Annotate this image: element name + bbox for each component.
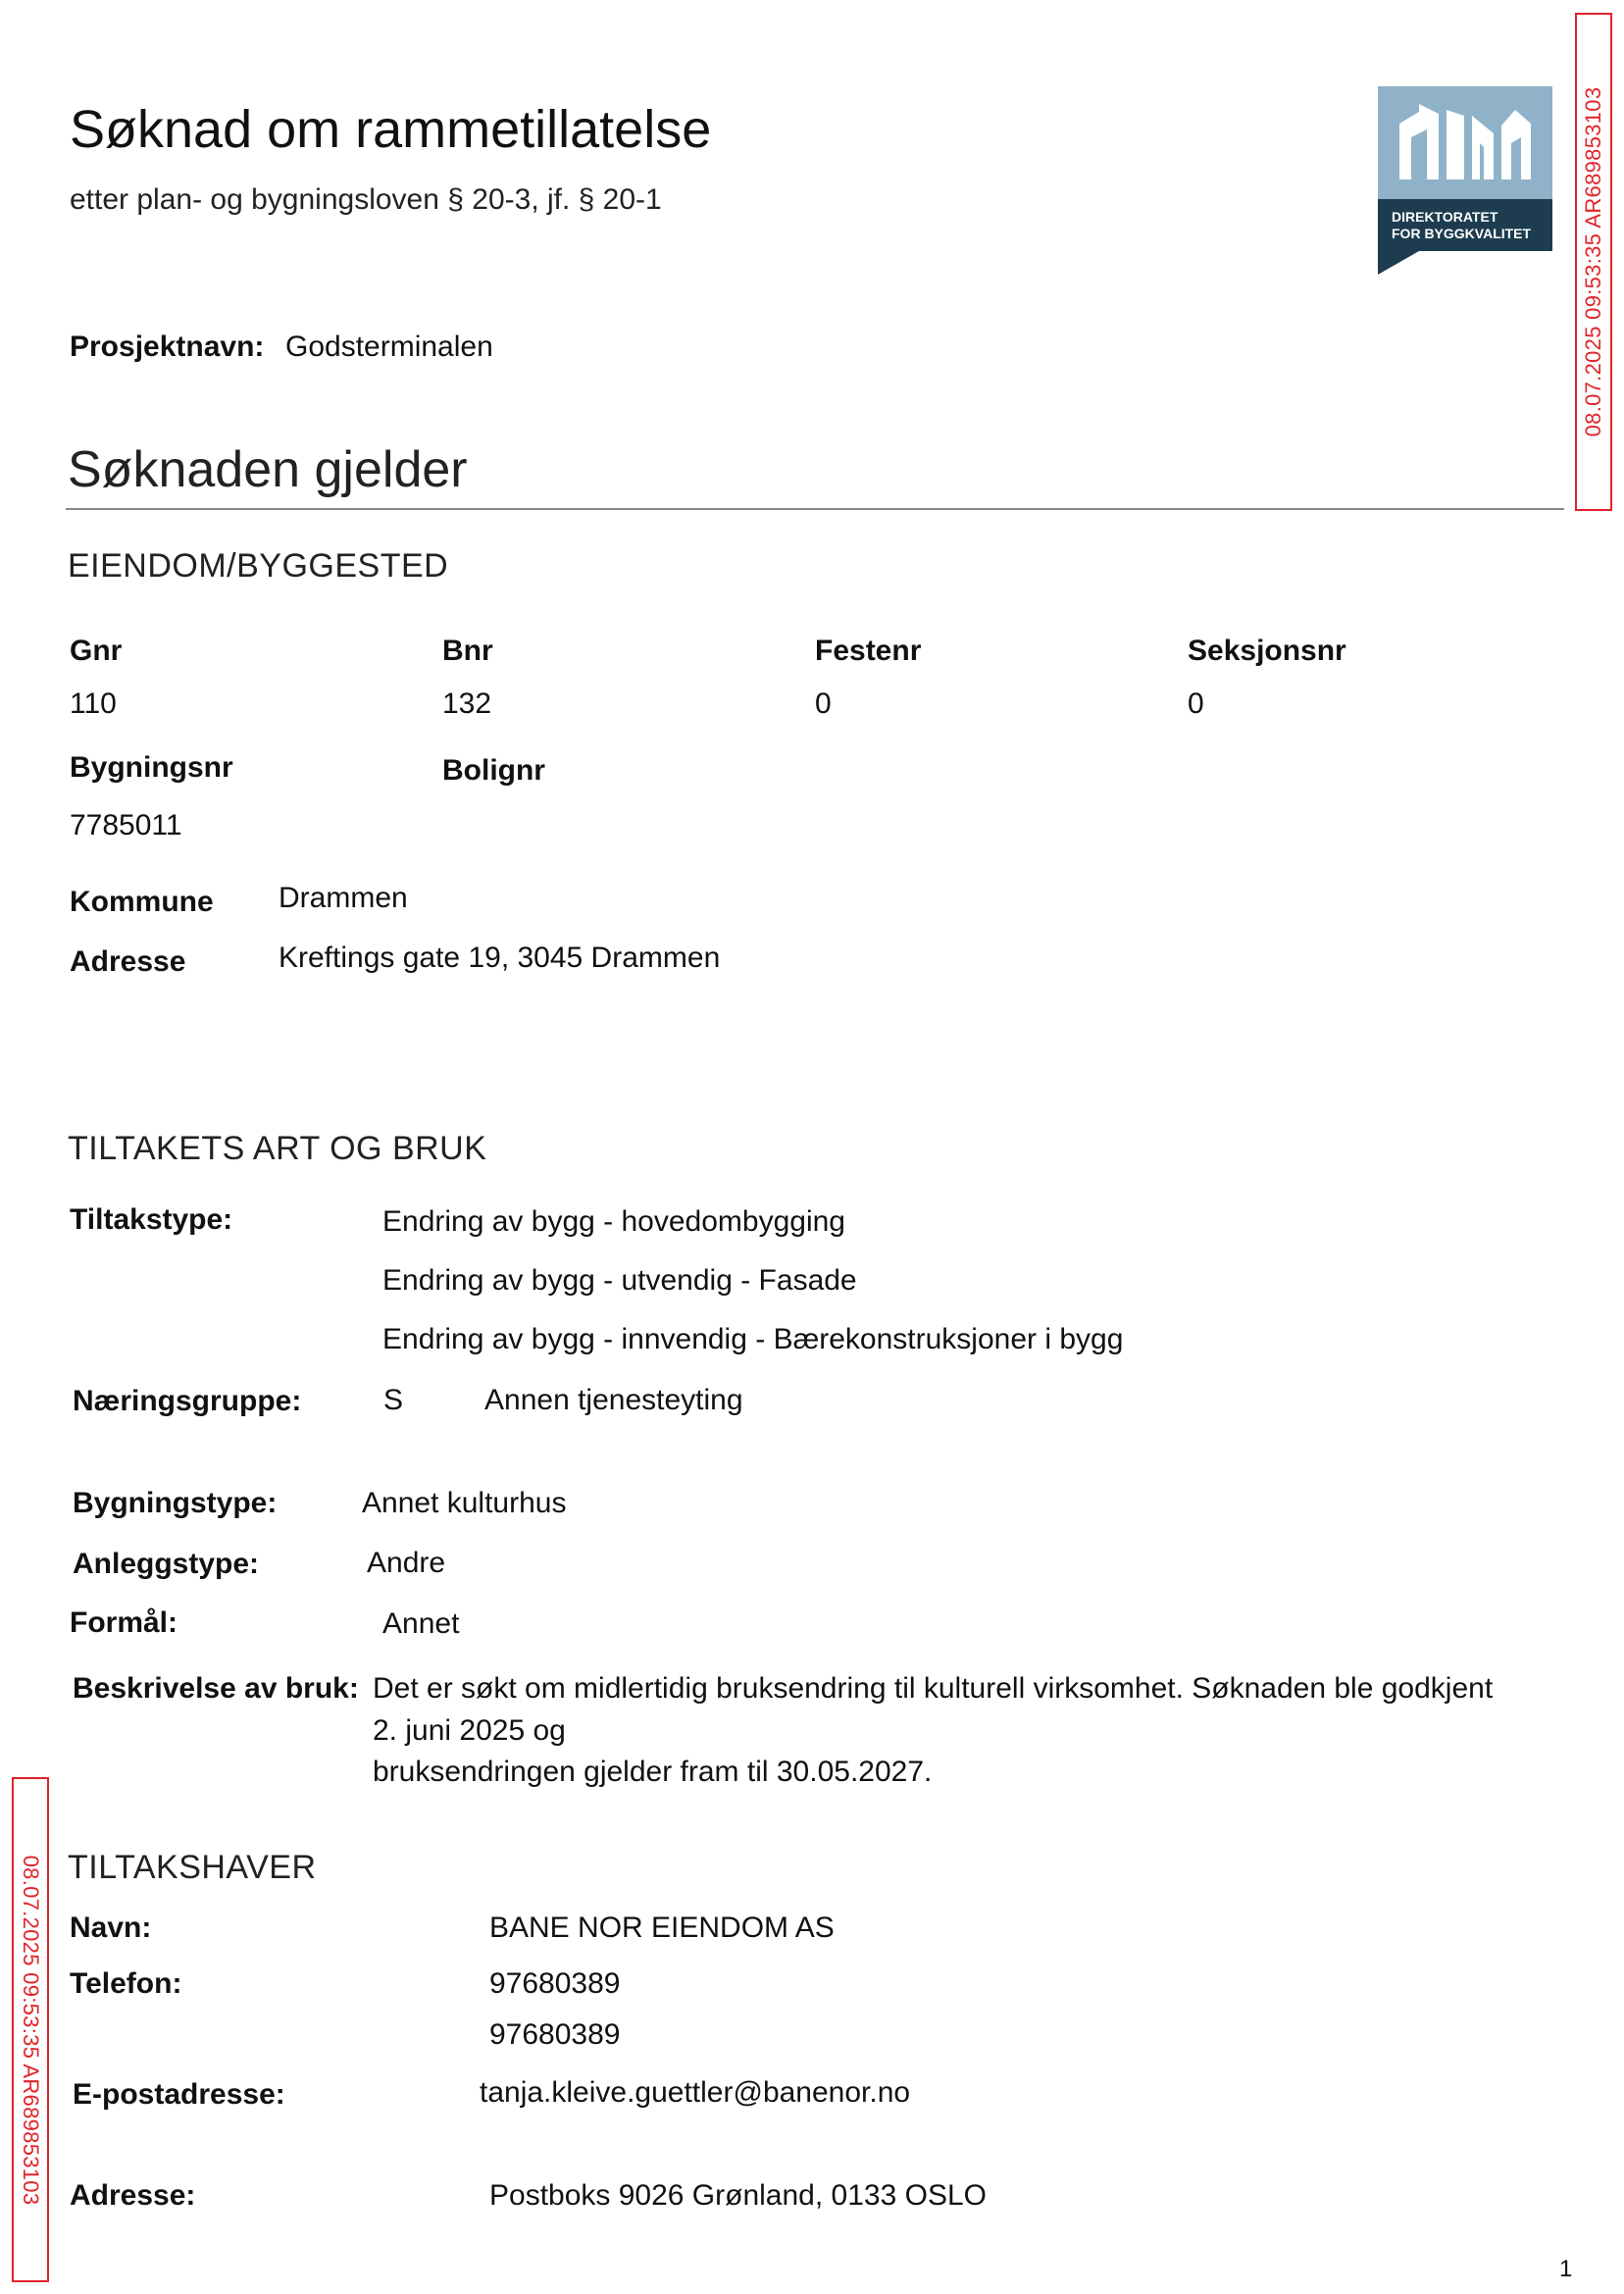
bnr-label: Bnr <box>442 635 493 667</box>
tiltakshaver-adresse-label: Adresse: <box>70 2179 196 2212</box>
kommune-label: Kommune <box>70 886 214 918</box>
naeringsgruppe-label: Næringsgruppe: <box>73 1385 302 1417</box>
telefon-value: 97680389 <box>489 2018 621 2051</box>
logo-text: DIREKTORATET FOR BYGGKVALITET <box>1392 209 1532 241</box>
logo-graphic <box>1378 86 1552 199</box>
festenr-label: Festenr <box>815 635 922 667</box>
bygningstype-value: Annet kulturhus <box>362 1487 567 1519</box>
telefon-value: 97680389 <box>489 1967 621 2000</box>
tiltakshaver-adresse-value: Postboks 9026 Grønland, 0133 OSLO <box>489 2179 987 2212</box>
adresse-value: Kreftings gate 19, 3045 Drammen <box>279 942 721 974</box>
navn-label: Navn: <box>70 1912 152 1944</box>
document-subtitle: etter plan- og bygningsloven § 20-3, jf. § 20-1 <box>70 183 662 216</box>
anleggstype-value: Andre <box>367 1547 446 1579</box>
gnr-label: Gnr <box>70 635 123 667</box>
naeringsgruppe-code: S <box>383 1384 404 1416</box>
tiltakstype-label: Tiltakstype: <box>70 1203 233 1236</box>
beskrivelse-line: bruksendringen gjelder fram til 30.05.2027. <box>373 1756 933 1788</box>
festenr-value: 0 <box>815 688 832 720</box>
epost-label: E-postadresse: <box>73 2078 285 2111</box>
receipt-stamp-left: 08.07.2025 09:53:35 AR689853103 <box>12 1777 49 2282</box>
navn-value: BANE NOR EIENDOM AS <box>489 1912 835 1944</box>
telefon-label: Telefon: <box>70 1967 182 2000</box>
formal-value: Annet <box>382 1607 460 1640</box>
dibk-logo <box>1378 86 1552 275</box>
building-icon <box>1378 86 1552 199</box>
kommune-value: Drammen <box>279 882 408 914</box>
tiltak-heading: TILTAKETS ART OG BRUK <box>68 1130 487 1167</box>
bygningstype-label: Bygningstype: <box>73 1487 278 1519</box>
beskrivelse-line: 2. juni 2025 og <box>373 1714 566 1747</box>
formal-label: Formål: <box>70 1606 178 1639</box>
project-name-label: Prosjektnavn: <box>70 331 265 363</box>
tiltakstype-item: Endring av bygg - innvendig - Bærekonstruksjoner i bygg <box>382 1323 1124 1355</box>
anleggstype-label: Anleggstype: <box>73 1548 260 1580</box>
bolignr-label: Bolignr <box>442 754 545 787</box>
beskrivelse-line: Det er søkt om midlertidig bruksendring til kulturell virksomhet. Søknaden ble godkjent <box>373 1672 1494 1705</box>
beskrivelse-label: Beskrivelse av bruk: <box>73 1672 359 1705</box>
document-title: Søknad om rammetillatelse <box>70 100 712 159</box>
bnr-value: 132 <box>442 688 492 720</box>
section-divider <box>66 508 1564 510</box>
epost-value: tanja.kleive.guettler@banenor.no <box>480 2076 911 2109</box>
tiltakshaver-heading: TILTAKSHAVER <box>68 1849 317 1886</box>
seksjonsnr-label: Seksjonsnr <box>1188 635 1346 667</box>
seksjonsnr-value: 0 <box>1188 688 1204 720</box>
bygningsnr-value: 7785011 <box>70 809 182 841</box>
page-number: 1 <box>1559 2256 1573 2282</box>
adresse-label: Adresse <box>70 945 186 978</box>
naeringsgruppe-value: Annen tjenesteyting <box>484 1384 743 1416</box>
bygningsnr-label: Bygningsnr <box>70 751 233 784</box>
tiltakstype-item: Endring av bygg - utvendig - Fasade <box>382 1264 857 1297</box>
section-title: Søknaden gjelder <box>68 441 468 498</box>
tiltakstype-item: Endring av bygg - hovedombygging <box>382 1205 845 1238</box>
gnr-value: 110 <box>70 688 117 720</box>
receipt-stamp-right: 08.07.2025 09:53:35 AR689853103 <box>1575 13 1612 511</box>
eiendom-heading: EIENDOM/BYGGESTED <box>68 547 449 585</box>
project-name-value: Godsterminalen <box>285 331 493 363</box>
